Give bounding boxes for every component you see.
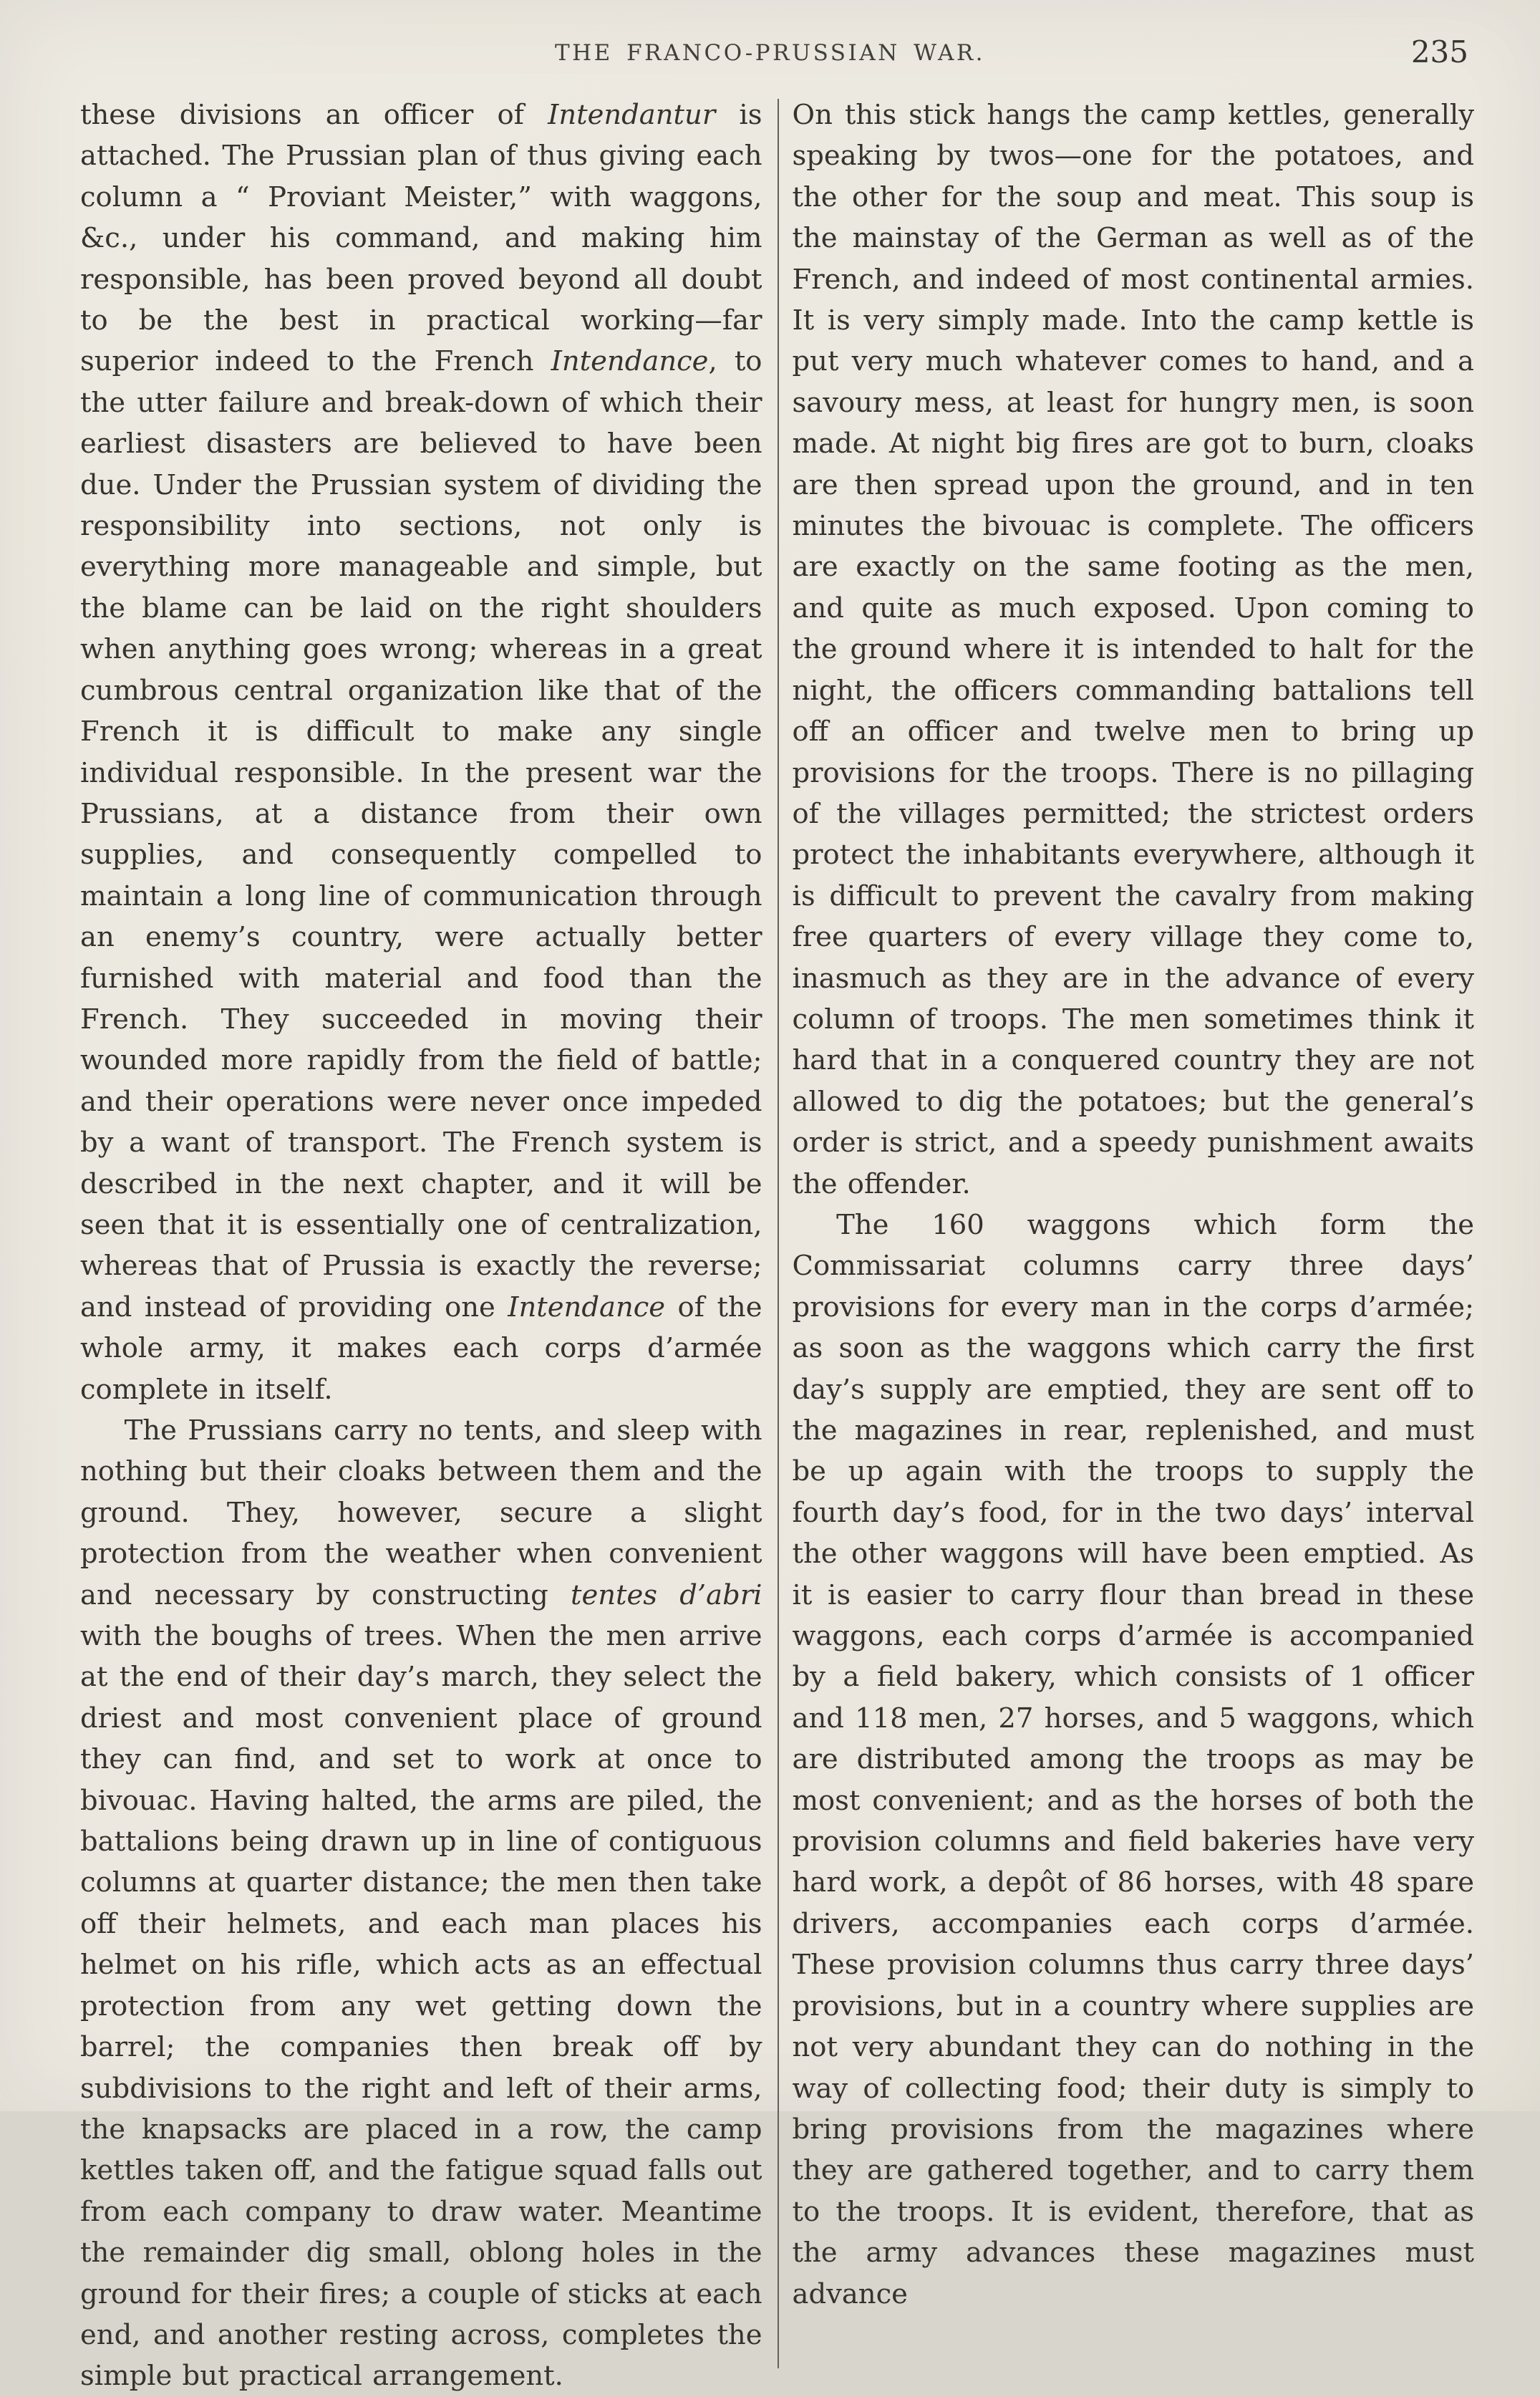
paragraph: The Prussians carry no tents, and sleep with nothing but their cloaks between them and the ground. They, however, secure a slight protection from the weather when convenient and necessary by constructing tentes d’abri with the boughs of trees. When the men arrive at the end of their day’s march, they select the driest and most convenient place of ground they can find, and set to work at once to bivouac. Having halted, the arms are piled, the battalions being drawn up in line of contiguous columns at quarter distance; the men then take off their helmets, and each man places his helmet on his rifle, which acts as an effectual protection from any wet getting down the barrel; the companies then break off by subdivisions to the right and left of their arms, the knapsacks are placed in a row, the camp kettles taken off, and the fatigue squad falls out from each company to draw water. Meantime the remainder dig small, oblong holes in the ground for their fires; a couple of sticks at each end, and another resting across, completes the simple but practical arrangement. [80,1414,762,2393]
paragraph: On this stick hangs the camp kettles, generally speaking by twos—one for the potatoes, and the other for the soup and meat. This soup is the mainstay of the German as well as of the French, and indeed of most continental armies. It is very simply made. Into the camp kettle is put very much whatever comes to hand, and a savoury mess, at least for hungry men, is soon made. At night big fires are got to burn, cloaks are then spread upon the ground, and in ten minutes the bivouac is complete. The officers are exactly on the same footing as the men, and quite as much exposed. Upon coming to the ground where it is intended to halt for the night, the officers commanding battalions tell off an officer and twelve men to bring up provisions for the troops. There is no pillaging of the villages permitted; the strictest orders protect the inhabitants everywhere, although it is difficult to prevent the cavalry from making free quarters of every village they come to, inasmuch as they are in the advance of every column of troops. The men sometimes think it hard that in a conquered country they are not allowed to dig the potatoes; but the general’s order is strict, and a speedy punishment awaits the offender. [792,99,1474,1200]
paragraph: these divisions an officer of Intendantur is attached. The Prussian plan of thus giving each column a “ Proviant Meister,” with waggons, &c., under his command, and making him responsible, has been proved beyond all doubt to be the best in practical working—far superior indeed to the French Intendance, to the utter failure and break-down of which their earliest disasters are believed to have been due. Under the Prussian system of dividing the responsibility into sections, not only is everything more manageable and simple, but the blame can be laid on the right shoulders when anything goes wrong; whereas in a great cumbrous central organization like that of the French it is difficult to make any single individual responsible. In the present war the Prussians, at a distance from their own supplies, and consequently compelled to maintain a long line of communication through an enemy’s country, were actually better furnished with material and food than the French. They succeeded in moving their wounded more rapidly from the field of battle; and their operations were never once impeded by a want of transport. The French system is described in the next chapter, and it will be seen that it is essentially one of centralization, whereas that of Prussia is exactly the reverse; and instead of providing one Intendance of the whole army, it makes each corps d’armée complete in itself. [80,99,762,1406]
column-divider [778,99,779,2368]
running-title: THE FRANCO-PRUSSIAN WAR. [554,40,986,66]
column-right [793,95,1475,2397]
text-block [0,85,1540,2397]
column-left [80,95,762,2397]
paragraph: The 160 waggons which form the Commissariat columns carry three days’ provisions for every man in the corps d’armée; as soon as the waggons which carry the first day’s supply are emptied, they are sent off to the magazines in rear, replenished, and must be up again with the troops to supply the fourth day’s food, for in the two days’ interval the other waggons will have been emptied. As it is easier to carry flour than bread in these waggons, each corps d’armée is accompanied by a field bakery, which consists of 1 officer and 118 men, 27 horses, and 5 waggons, which are distributed among the troops as may be most convenient; and as the horses of both the provision columns and field bakeries have very hard work, a depôt of 86 horses, with 48 spare drivers, accompanies each corps d’armée. These provision columns thus carry three days’ provisions, but in a country where supplies are not very abundant they can do nothing in the way of collecting food; their duty is simply to bring provisions from the magazines where they are gathered together, and to carry them to the troops. It is evident, therefore, that as the army advances these magazines must advance [792,1208,1474,2310]
page-header [0,0,1540,85]
page-number: 235 [1410,34,1468,69]
